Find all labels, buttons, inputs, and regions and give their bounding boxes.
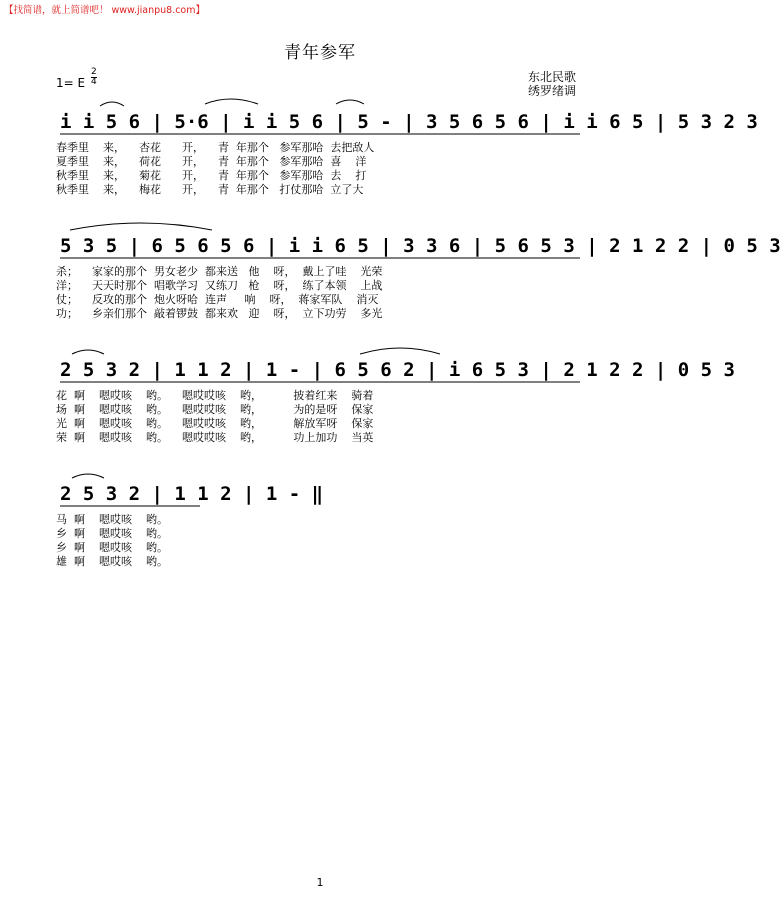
slur: [72, 350, 104, 354]
system-4-lyric-verse-4: 雄 啊 嗯哎咳 哟。: [56, 555, 168, 568]
system-1-lyric-verse-1: 春季里 来， 杏花 开， 青 年那个 参军那哈 去把敌人: [56, 141, 375, 154]
system-4-lyric-verse-1: 马 啊 嗯哎咳 哟。: [56, 513, 168, 526]
slur: [70, 223, 212, 230]
system-2-lyric-verse-4: 功； 乡亲们那个 敲着锣鼓 都来欢 迎 呀， 立下功劳 多光: [56, 307, 383, 320]
system-4-lyric-verse-2: 乡 啊 嗯哎咳 哟。: [56, 527, 168, 540]
system-2-lyric-verse-1: 杀； 家家的那个 男女老少 都来送 他 呀， 戴上了哇 光荣: [56, 265, 383, 278]
system-3-lyric-verse-1: 花 啊 嗯哎咳 哟。 嗯哎哎咳 哟， 披着红来 骑着: [56, 389, 374, 402]
system-4-lyric-verse-3: 乡 啊 嗯哎咳 哟。: [56, 541, 168, 554]
slur: [360, 348, 440, 354]
system-4-notes: 2 5 3 2 | 1 1 2 | 1 - ‖: [60, 483, 324, 505]
slur: [205, 99, 258, 104]
system-3-notes: 2 5 3 2 | 1 1 2 | 1 - | 6 5 6 2 | i 6 5 3 | 2 1 2 2 | 0 5 3: [60, 359, 735, 381]
slurs: [70, 99, 440, 478]
system-2-lyric-verse-3: 仗； 反攻的那个 炮火呀哈 连声 响 呀， 蒋家军队 消灭: [56, 293, 379, 306]
system-2-notes: 5 3 5 | 6 5 6 5 6 | i i 6 5 | 3 3 6 | 5 6 5 3 | 2 1 2 2 | 0 5 3: [60, 235, 781, 257]
system-3-lyric-verse-4: 荣 啊 嗯哎咳 哟。 嗯哎哎咳 哟， 功上加功 当英: [56, 431, 374, 444]
system-1-lyric-verse-3: 秋季里 来， 菊花 开， 青 年那个 参军那哈 去 打: [56, 169, 367, 182]
origin-credit: 东北民歌: [528, 70, 577, 84]
system-2-lyric-verse-2: 洋； 天天时那个 唱歌学习 又练刀 枪 呀， 练了本领 上战: [56, 279, 383, 292]
system-1-notes: i i 5 6 | 5·6 | i i 5 6 | 5 - | 3 5 6 5 6 | i i 6 5 | 5 3 2 3: [60, 111, 758, 133]
system-1-lyric-verse-2: 夏季里 来， 荷花 开， 青 年那个 参军那哈 喜 洋: [56, 155, 367, 168]
slur: [336, 100, 364, 104]
slur: [100, 102, 124, 106]
time-signature-numerator: 2: [91, 67, 97, 77]
key-signature: 1= E: [56, 76, 86, 90]
slur: [72, 474, 104, 478]
arranger-credit: 绣罗绪调: [528, 84, 577, 98]
system-1-lyric-verse-4: 秋季里 来， 梅花 开， 青 年那个 打仗那哈 立了大: [56, 183, 364, 196]
song-title: 青年参军: [284, 43, 356, 63]
system-3-lyric-verse-2: 场 啊 嗯哎咳 哟。 嗯哎哎咳 哟， 为的是呀 保家: [56, 403, 374, 416]
system-3-lyric-verse-3: 光 啊 嗯哎咳 哟。 嗯哎哎咳 哟， 解放军呀 保家: [56, 417, 374, 430]
page-number: 1: [316, 876, 324, 889]
beam-lines: [60, 134, 580, 506]
site-banner[interactable]: 【找简谱，就上简谱吧！ www.jianpu8.com】: [4, 5, 206, 16]
time-signature-denominator: 4: [91, 77, 97, 87]
